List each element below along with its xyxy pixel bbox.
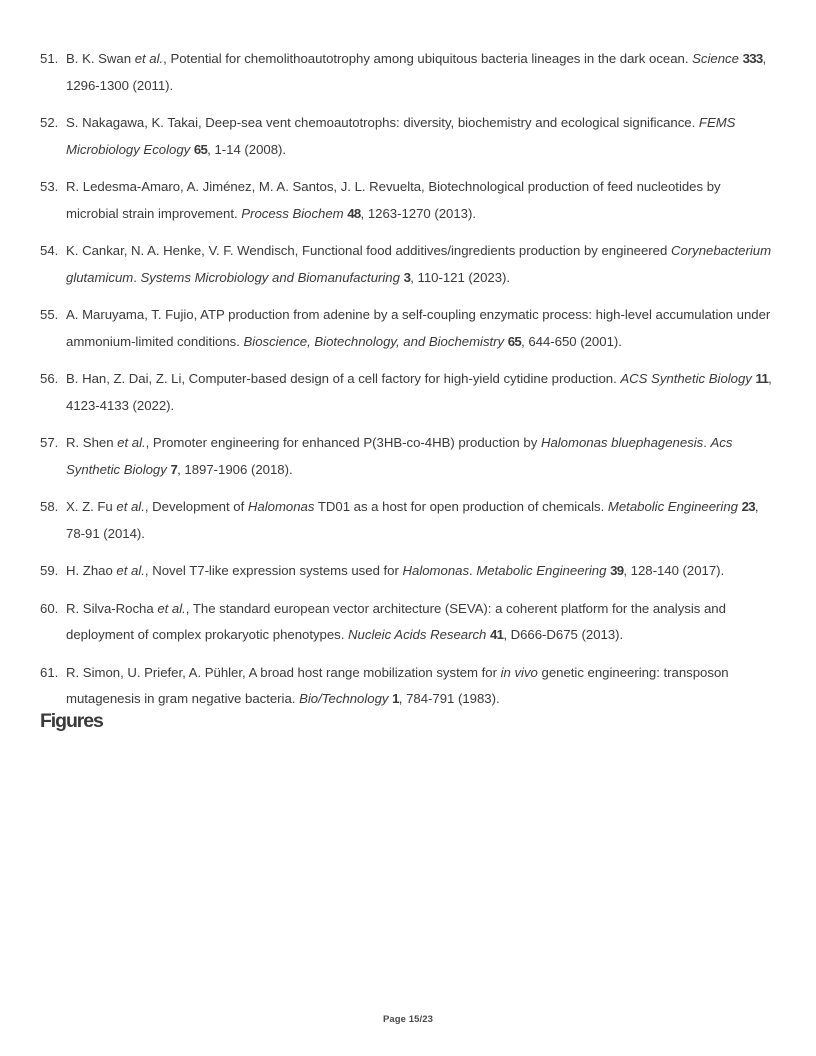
reference-number: 53. [40,179,59,194]
reference-text: R. Ledesma-Amaro, A. Jiménez, M. A. Santos, J. L. Revuelta, Biotechnological production of feed nucleotides by microbial strain improvement. Process Biochem 48, 1263-1270 (2013). [66,179,721,221]
reference-text: B. K. Swan et al., Potential for chemolithoautotrophy among ubiquitous bacteria lineages in the dark ocean. Science 333, 1296-1300 (2011). [66,51,767,93]
reference-number: 55. [40,307,59,322]
reference-number: 54. [40,243,59,258]
reference-text: X. Z. Fu et al., Development of Halomonas TD01 as a host for open production of chemicals. Metabolic Engineering 23, 78-91 (2014). [66,499,759,541]
reference-number: 51. [40,51,59,66]
figures-section-heading: Figures [40,710,103,732]
reference-entry [40,302,776,355]
reference-entry [40,110,776,163]
reference-entry [40,238,776,291]
reference-number: 56. [40,371,59,386]
reference-entry [40,46,776,99]
reference-number: 60. [40,600,59,616]
reference-entry [40,366,776,419]
reference-text: S. Nakagawa, K. Takai, Deep-sea vent chemoautotrophs: diversity, biochemistry and ecological significance. FEMS Microbiology Ecology 65, 1-14 (2008). [66,115,736,157]
reference-number: 57. [40,435,59,450]
reference-text: R. Shen et al., Promoter engineering for enhanced P(3HB-co-4HB) production by Halomonas bluephagenesis. Acs Synthetic Biology 7, 1897-1906 (2018). [66,435,733,477]
reference-entry [40,596,776,649]
reference-number: 52. [40,115,59,130]
reference-entry [40,558,776,585]
reference-text: R. Silva-Rocha et al., The standard european vector architecture (SEVA): a coherent platform for the analysis and deployment of complex prokaryotic phenotypes. Nucleic Acids Research 41, D666-D675 (2013). [66,600,726,642]
page-footer: Page 15/23 [382,1014,434,1025]
reference-entry [40,494,776,547]
reference-entry [40,174,776,227]
reference-text: K. Cankar, N. A. Henke, V. F. Wendisch, Functional food additives/ingredients production by engineered Corynebacterium glutamicum. Systems Microbiology and Biomanufacturing 3, 110-121 (2023). [66,243,772,285]
reference-text: B. Han, Z. Dai, Z. Li, Computer-based design of a cell factory for high-yield cytidine production. ACS Synthetic Biology 11, 4123-4133 (2022). [66,371,772,413]
reference-text: R. Simon, U. Priefer, A. Pühler, A broad host range mobilization system for in vivo genetic engineering: transposon mutagenesis in gram negative bacteria. Bio/Technology 1, 784-791 (1983). [66,664,729,706]
reference-entry [40,660,776,713]
reference-text: H. Zhao et al., Novel T7-like expression systems used for Halomonas. Metabolic Engineering 39, 128-140 (2017). [66,563,725,578]
reference-text: A. Maruyama, T. Fujio, ATP production from adenine by a self-coupling enzymatic process: high-level accumulation under ammonium-limited conditions. Bioscience, Biotechnology, and Biochemistry 65, 644-650 (2001). [66,307,771,349]
reference-number: 61. [40,664,59,680]
references-section [40,46,776,713]
reference-entry [40,430,776,483]
reference-list [40,46,776,713]
reference-number: 58. [40,499,59,514]
reference-number: 59. [40,563,59,578]
